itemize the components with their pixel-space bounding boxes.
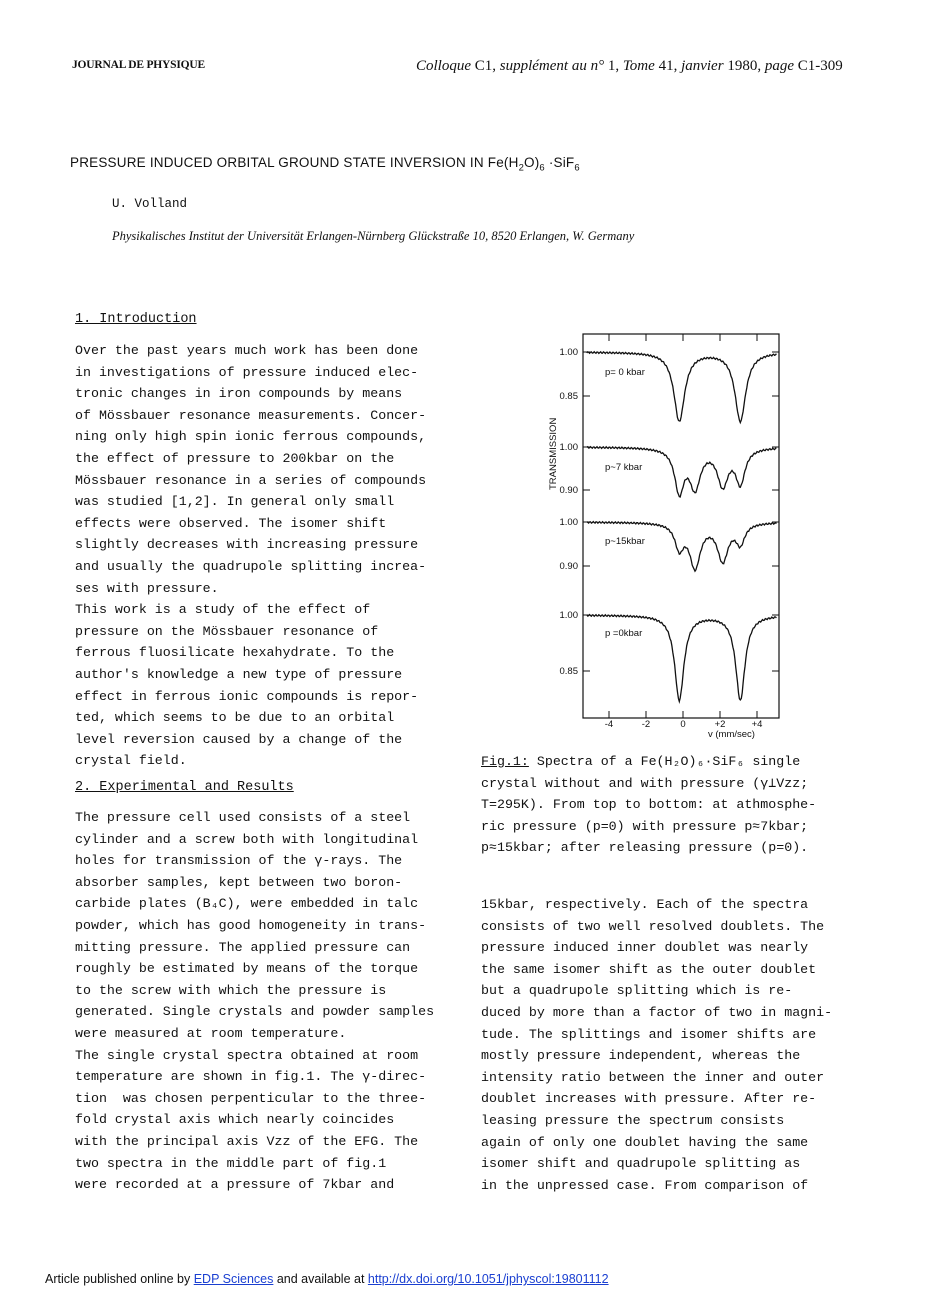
figure-caption (481, 751, 816, 859)
y-tick-label: 0.85 (559, 391, 578, 402)
figure-caption-label: Fig.1: (481, 754, 529, 769)
figure-caption-text: Spectra of a Fe(H₂O)₆·SiF₆ single crystal without and with pressure (γ⊥Vzz; T=295K). From top to bottom: at athmosphe- ric pressure (p=0) with pressure p≈7kbar; p≈15kbar; after releasing pressure (p=0). (481, 754, 817, 856)
author-name: U. Volland (112, 197, 188, 211)
right-column-body: 15kbar, respectively. Each of the spectra consists of two well resolved doublets. The pressure induced inner doublet was nearly the same isomer shift as the outer doublet but a quadrupole splitting which is re- duced by more than a factor of two in magni- tude. The splittings and isomer shifts are mostly pressure independent, whereas the intensity ratio between the inner and outer doublet increases with pressure. After re- leasing pressure the spectrum consists again of only one doublet having the same isomer shift and quadrupole splitting as in the unpressed case. From comparison of (481, 897, 833, 1193)
y-tick-label: 1.00 (559, 610, 578, 621)
panel-pressure-label: p= 0 kbar (605, 367, 645, 378)
spectrum-panel (560, 517, 780, 572)
section-heading-introduction: 1. Introduction (75, 312, 197, 327)
x-tick-label: +4 (751, 719, 763, 730)
journal-name: JOURNAL DE PHYSIQUE (72, 59, 205, 71)
y-tick-label: 1.00 (559, 517, 578, 528)
spectrum-panel (560, 442, 780, 497)
colloque-reference: Colloque C1, supplément au n° 1, Tome 41, janvier 1980, page C1-309 (416, 58, 843, 74)
y-tick-label: 0.90 (559, 561, 578, 572)
doi-link[interactable]: http://dx.doi.org/10.1051/jphyscol:19801112 (367, 1272, 609, 1286)
y-tick-label: 0.90 (559, 485, 578, 496)
x-tick-label: 0 (680, 719, 686, 730)
spectrum-curve (587, 352, 777, 423)
x-axis-label: v (mm/sec) (708, 729, 755, 740)
footer-notice: Article published online by EDP Sciences and available at http://dx.doi.org/10.1051/jphyscol:19801112 (45, 1272, 609, 1286)
spectrum-panel (560, 610, 780, 702)
publisher-link[interactable]: EDP Sciences (193, 1272, 274, 1286)
x-tick-label: -4 (604, 719, 614, 730)
panel-pressure-label: p =0kbar (605, 628, 643, 639)
x-tick-label: +2 (714, 719, 726, 730)
spectra-panels (560, 347, 780, 702)
author-affiliation: Physikalisches Institut der Universität Erlangen-Nürnberg Glückstraße 10, 8520 Erlangen, W. Germany (112, 229, 635, 243)
paper-title: PRESSURE INDUCED ORBITAL GROUND STATE INVERSION IN $Fe(H_2O)_6 \cdot SiF_6$ (70, 155, 580, 174)
y-tick-label: 1.00 (559, 347, 578, 358)
panel-pressure-label: p~7 kbar (605, 462, 643, 473)
section-heading-experimental: 2. Experimental and Results (75, 780, 294, 795)
experimental-body: The pressure cell used consists of a steel cylinder and a screw both with longitudinal holes for transmission of the γ-rays. The absorber samples, kept between two boron- carbide plates (B₄C), were embedded in talc powder, which has good homogeneity in trans- mitting pressure. The applied pressure can roughly be estimated by means of the torque to the screw with which the pressure is generated. Single crystals and powder samples were measured at room temperature. The single crystal spectra obtained at room temperature are shown in fig.1. The γ-direc- tion was chosen perpenticular to the three- fold crystal axis which nearly coincides with the principal axis Vzz of the EFG. The two spectra in the middle part of fig.1 were recorded at a pressure of 7kbar and (75, 810, 435, 1193)
spectrum-panel (560, 347, 780, 423)
figure-frame (583, 334, 779, 718)
x-tick-label: -2 (641, 719, 651, 730)
y-axis-label: TRANSMISSION (548, 417, 559, 490)
panel-pressure-label: p~15kbar (605, 536, 645, 547)
y-tick-label: 1.00 (559, 442, 578, 453)
y-tick-label: 0.85 (559, 666, 578, 677)
mossbauer-spectra-figure (540, 330, 790, 750)
introduction-body: Over the past years much work has been done in investigations of pressure induced elec- tronic changes in iron compounds by means of Mössbauer resonance measurements. Concer- ning only high spin ionic ferrous compounds, the effect of pressure to 200kbar on the Mössbauer resonance in a series of compounds was studied [1,2]. In general only small effects were observed. The isomer shift slightly decreases with increasing pressure and usually the quadrupole splitting increa- ses with pressure. This work is a study of the effect of pressure on the Mössbauer resonance of ferrous fluosilicate hexahydrate. To the author's knowledge a new type of pressure effect in ferrous ionic compounds is repor- ted, which seems to be due to an orbital level reversion caused by a change of the crystal field. (75, 343, 427, 769)
